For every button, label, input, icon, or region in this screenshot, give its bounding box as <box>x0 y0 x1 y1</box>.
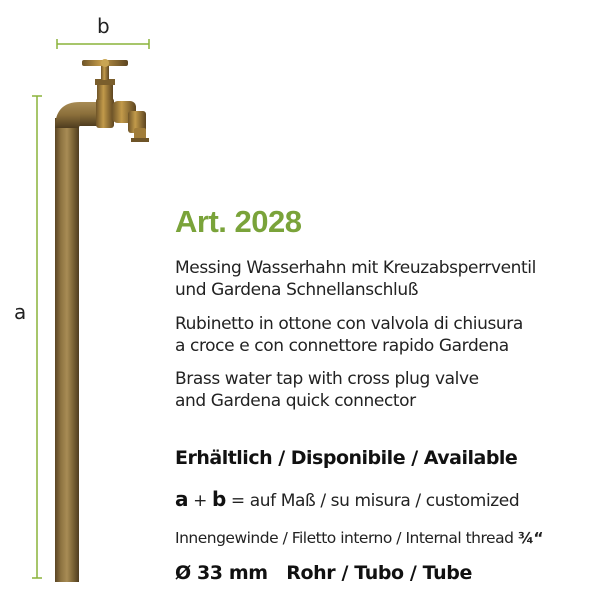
tube-line <box>175 562 472 584</box>
thread-line <box>175 529 543 547</box>
article-title: Art. 2028 <box>175 204 302 239</box>
description-english-line-2: and Gardena quick connector <box>175 391 416 411</box>
description-english <box>175 368 479 412</box>
thread-text: Innengewinde / Filetto interno / Internal thread <box>175 529 518 547</box>
measure-line <box>175 487 519 511</box>
dimension-label-b: b <box>97 14 110 38</box>
dimension-line-a <box>32 96 42 578</box>
description-italian <box>175 313 523 357</box>
tube-diameter: Ø 33 mm <box>175 562 268 584</box>
thread-size: ¾“ <box>517 529 544 547</box>
description-italian-line-2: a croce e con connettore rapido Gardena <box>175 336 509 356</box>
measure-b: b <box>211 487 226 511</box>
availability-heading: Erhältlich / Disponibile / Available <box>175 447 518 469</box>
tube-text: Rohr / Tubo / Tube <box>286 562 472 584</box>
tap-body <box>82 59 149 142</box>
description-italian-line-1: Rubinetto in ottone con valvola di chiusura <box>175 314 523 334</box>
measure-plus: + <box>188 491 212 511</box>
dimension-label-a: a <box>14 300 27 324</box>
description-german <box>175 257 536 301</box>
dimension-line-b <box>57 39 149 49</box>
description-german-line-2: und Gardena Schnellanschluß <box>175 280 419 300</box>
vertical-pipe <box>55 118 79 582</box>
description-english-line-1: Brass water tap with cross plug valve <box>175 369 479 389</box>
measure-text: = auf Maß / su misura / customized <box>225 491 520 511</box>
description-german-line-1: Messing Wasserhahn mit Kreuzabsperrventil <box>175 258 536 278</box>
measure-a: a <box>175 487 189 511</box>
